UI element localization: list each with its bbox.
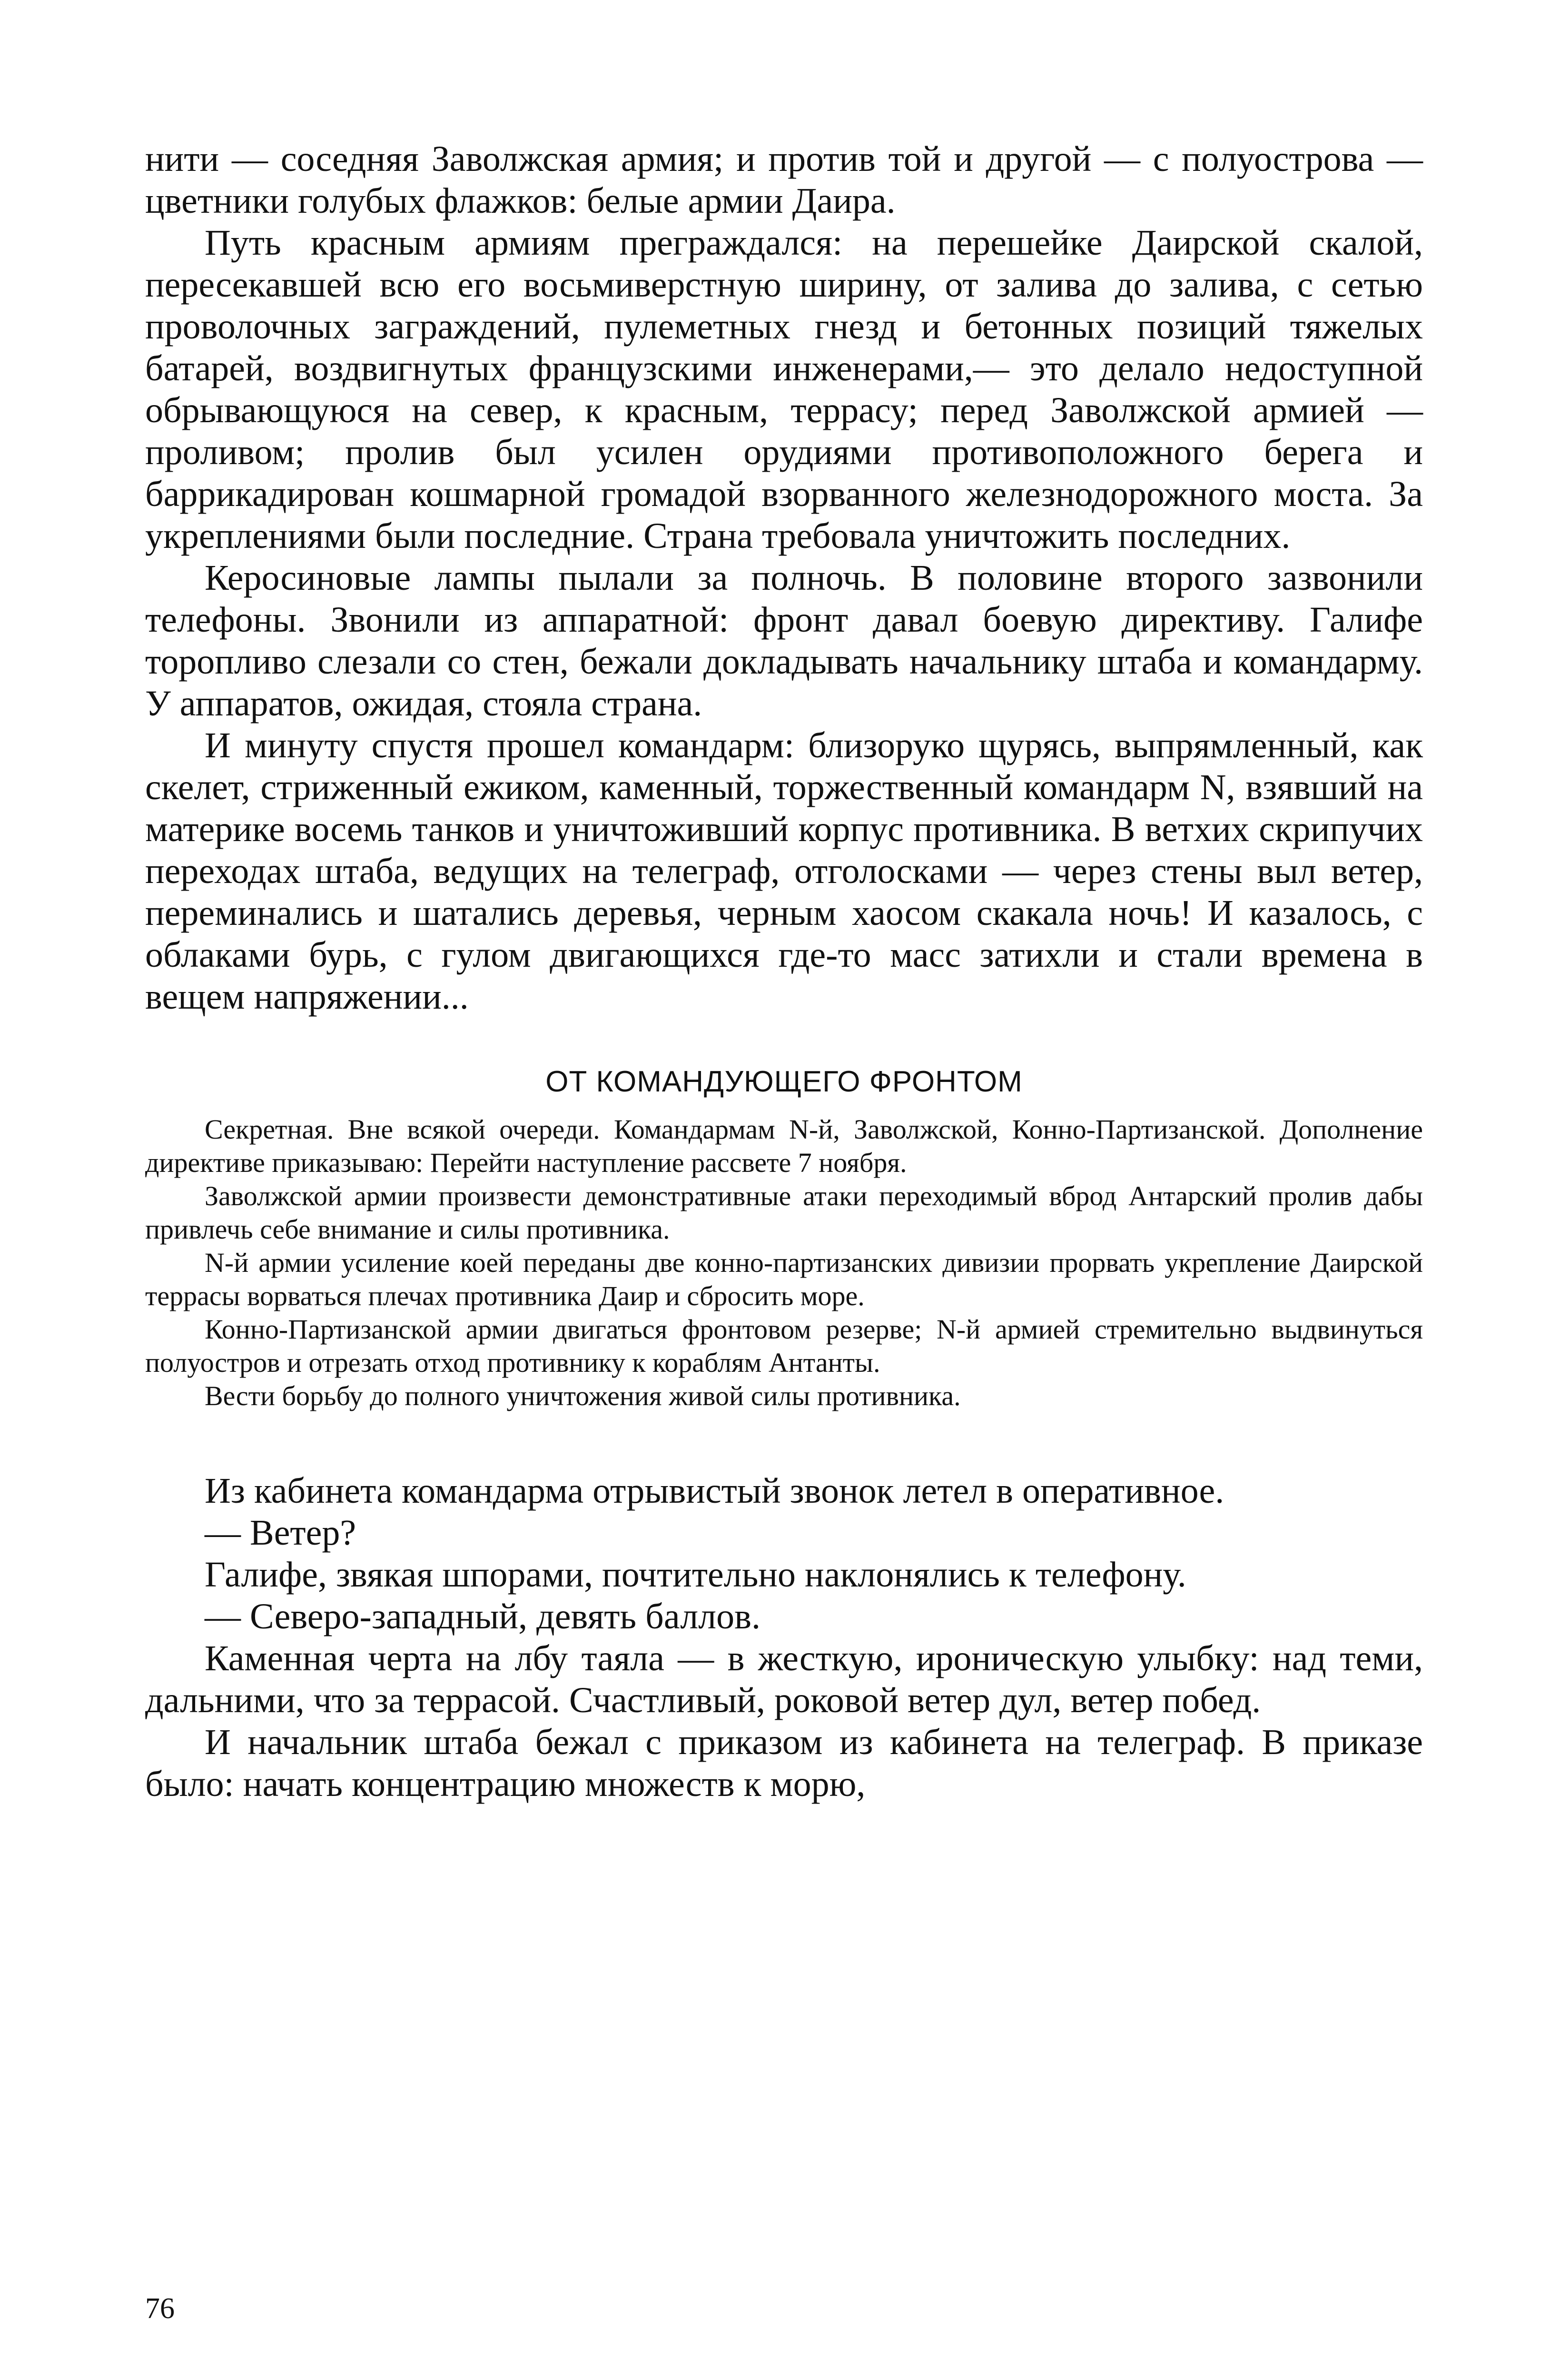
directive-paragraph: Заволжской армии произвести демонстративные атаки переходимый вброд Антарский пролив дабы привлечь себе внимание и силы противника. bbox=[145, 1180, 1423, 1245]
directive-paragraph: Конно-Партизанской армии двигаться фронтовом резерве; N-й армией стремительно выдвинуться полуостров и отрезать отход противнику к кораблям Антанты. bbox=[145, 1314, 1423, 1378]
paragraph: Каменная черта на лбу таяла — в жесткую, ироническую улыбку: над теми, дальними, что за террасой. Счастливый, роковой ветер дул, ветер побед. bbox=[145, 1638, 1423, 1720]
body-text-before bbox=[145, 138, 1423, 1018]
directive-heading: ОТ КОМАНДУЮЩЕГО ФРОНТОМ bbox=[545, 1065, 1023, 1098]
page-number: 76 bbox=[145, 2292, 175, 2325]
dialogue-line: — Ветер? bbox=[205, 1513, 356, 1553]
dialogue-line: — Северо-западный, девять баллов. bbox=[205, 1597, 760, 1636]
directive-paragraph: Секретная. Вне всякой очереди. Командармам N-й, Заволжской, Конно-Партизанской. Дополнение директиве приказываю: Перейти наступление рассвете 7 ноября. bbox=[145, 1114, 1423, 1178]
body-text-after bbox=[145, 1470, 1423, 1805]
paragraph: И минуту спустя прошел командарм: близоруко щурясь, выпрямленный, как скелет, стриженный ежиком, каменный, торжественный командарм N, взявший на материке восемь танков и уничтоживший корпус противника. В ветхих скрипучих переходах штаба, ведущих на телеграф, отголосками — через стены выл ветер, переминались и шатались деревья, черным хаосом скакала ночь! И казалось, с облаками бурь, с гулом двигающихся где-то масс затихли и стали времена в вещем напряжении... bbox=[145, 725, 1423, 1017]
paragraph: нити — соседняя Заволжская армия; и против той и другой — с полуострова — цветники голубых флажков: белые армии Даира. bbox=[145, 139, 1423, 221]
paragraph: Из кабинета командарма отрывистый звонок летел в оперативное. bbox=[205, 1471, 1224, 1511]
paragraph: И начальник штаба бежал с приказом из кабинета на телеграф. В приказе было: начать концентрацию множеств к морю, bbox=[145, 1722, 1423, 1804]
directive-paragraph: Вести борьбу до полного уничтожения живой силы противника. bbox=[205, 1380, 961, 1411]
paragraph: Галифе, звякая шпорами, почтительно наклонялись к телефону. bbox=[205, 1555, 1186, 1595]
paragraph: Путь красным армиям преграждался: на перешейке Даирской скалой, пересекавшей всю его восьмиверстную ширину, от залива до залива, с сетью проволочных заграждений, пулеметных гнезд и бетонных позиций тяжелых батарей, воздвигнутых французскими инженерами,— это делало недоступной обрывающуюся на север, к красным, террасу; перед Заволжской армией — проливом; пролив был усилен орудиями противоположного берега и баррикадирован кошмарной громадой взорванного железнодорожного моста. За укреплениями были последние. Страна требовала уничтожить последних. bbox=[145, 223, 1423, 556]
directive-text bbox=[145, 1113, 1423, 1413]
directive-paragraph: N-й армии усиление коей переданы две конно-партизанских дивизии прорвать укрепление Даирской террасы ворваться плечах противника Даир и сбросить море. bbox=[145, 1247, 1423, 1311]
page-content bbox=[145, 138, 1423, 1805]
paragraph: Керосиновые лампы пылали за полночь. В половине второго зазвонили телефоны. Звонили из аппаратной: фронт давал боевую директиву. Галифе торопливо слезали со стен, бежали докладывать начальнику штаба и командарму. У аппаратов, ожидая, стояла страна. bbox=[145, 558, 1423, 724]
